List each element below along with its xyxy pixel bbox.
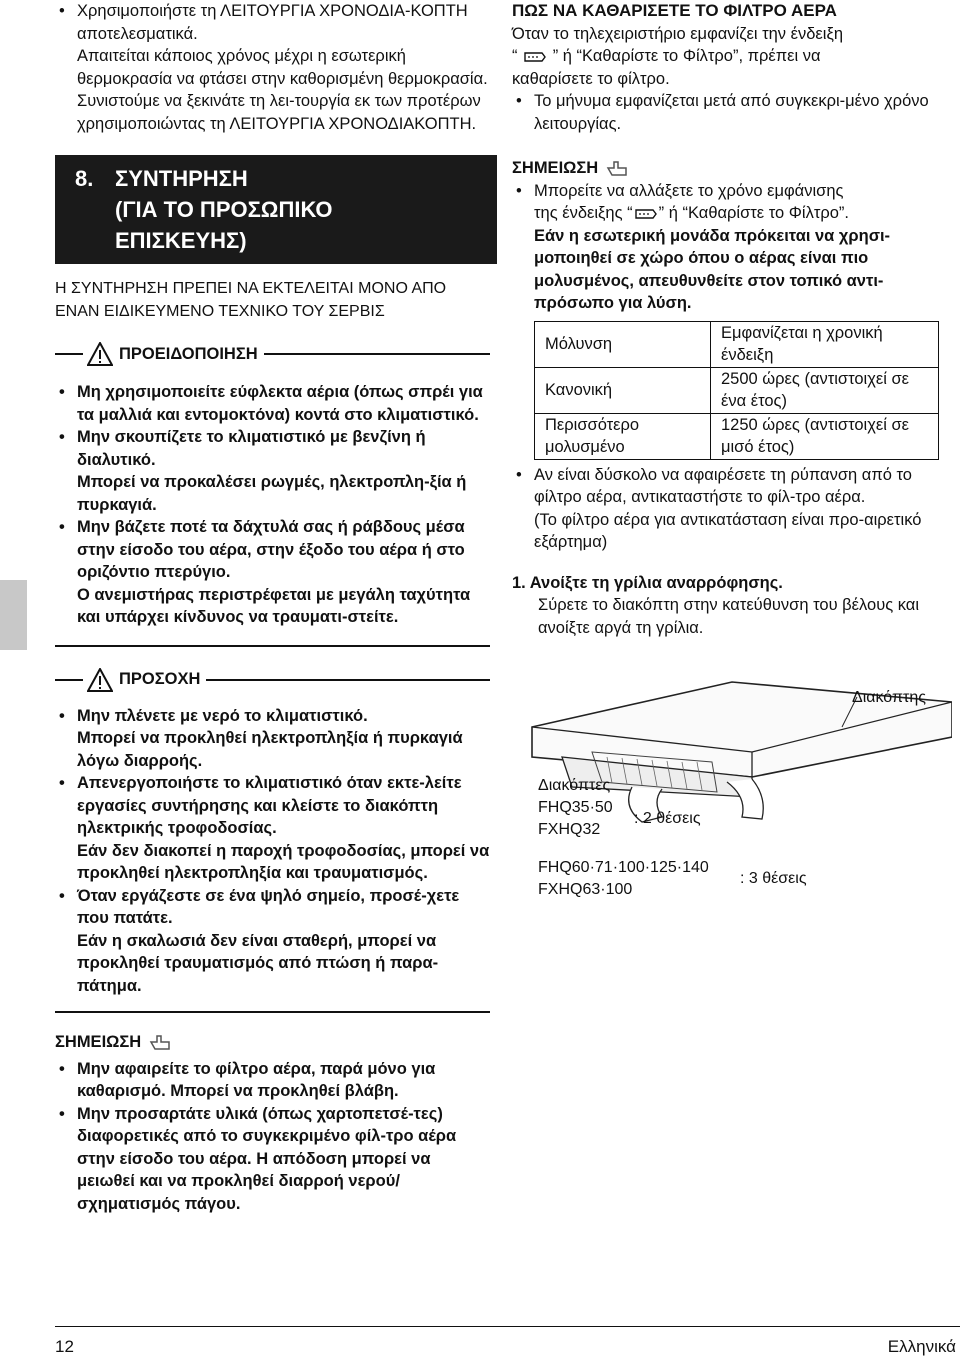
right-note-label: ΣΗΜΕΙΩΣΗ [512, 159, 599, 177]
section-number: 8. [75, 166, 94, 191]
model-a1: FHQ35·50 [538, 799, 613, 816]
right-note-bold: Εάν η εσωτερική μονάδα πρόκειται να χρησι-μοποιηθεί σε χώρο όπου ο αέρας είναι πιο μολυσμένος, απευθυνθείτε στον τοπικό αντι-πρόσωπο για λύση. [534, 226, 891, 312]
warning-item-1: • Μη χρησιμοποιείτε εύφλεκτα αέρια (όπως σπρέι για τα μαλλιά και εντομοκτόνα) κοντά στο κλιματιστικό. [55, 381, 490, 426]
caution-item-2 [55, 772, 490, 885]
warning-item-3-sub: Ο ανεμιστήρας περιστρέφεται με μεγάλη ταχύτητα και υπάρχει κίνδυνος να τραυματι-στείτε. [77, 585, 471, 626]
note-label: ΣΗΜΕΙΩΣΗ [55, 1033, 142, 1051]
caution-item-3-text: Όταν εργάζεστε σε ένα ψηλό σημείο, προσέ-χετε που πατάτε. [77, 886, 460, 927]
caution-item-3-sub: Εάν η σκαλωσιά δεν είναι σταθερή, μπορεί να προκληθεί τραυματισμός από πτώση ή παρα-πάτημα. [77, 931, 439, 995]
warning-item-2 [55, 426, 490, 516]
caution-item-1-text: Μην πλένετε με νερό το κλιματιστικό. [77, 706, 368, 725]
right-bullet-2 [512, 464, 957, 554]
right-note-item-1-line1: Μπορείτε να αλλάξετε το χρόνο εμφάνισης [534, 181, 844, 200]
filter-intro-line2-text: ” ή “Καθαρίστε το Φίλτρο”, πρέπει να [552, 47, 821, 65]
filter-sign-icon-2 [633, 206, 659, 222]
caution-item-3 [55, 885, 490, 998]
filter-intro-line3: καθαρίσετε το φίλτρο. [512, 69, 670, 88]
note-header [55, 1031, 490, 1054]
right-note-item-1-line2-post: ” ή “Καθαρίστε το Φίλτρο”. [658, 204, 850, 222]
positions-a: : 2 θέσεις [634, 810, 701, 827]
warning-item-3 [55, 516, 490, 629]
caution-end-rule [55, 1011, 490, 1013]
right-note-item-1-line2-pre: της ένδειξης “ [534, 204, 633, 222]
step-1-text: Σύρετε το διακόπτη στην κατεύθυνση του βέλους και ανοίξτε αργά τη γρίλια. [538, 596, 920, 637]
right-note-list [512, 180, 957, 315]
footer-rule [55, 1326, 960, 1327]
table-cell: Κανονική [535, 367, 711, 413]
right-note-item-1 [512, 180, 957, 315]
model-b1: FHQ60·71·100·125·140 [538, 859, 709, 876]
intro-item-1: • Χρησιμοποιήστε τη ΛΕΙΤΟΥΡΓΙΑ ΧΡΟΝΟΔΙΑ-ΚΟΠΤΗ αποτελεσματικά. [55, 0, 490, 45]
caution-item-2-text: Απενεργοποιήστε το κλιματιστικό όταν εκτε-λείτε εργασίες συντήρησης και κλείστε το διακόπτη ηλεκτρικής τροφοδοσίας. [77, 774, 462, 837]
right-bullets-2 [512, 464, 957, 554]
model-b2: FXHQ63·100 [538, 881, 633, 898]
caution-label: ΠΡΟΣΟΧΗ [119, 670, 201, 689]
note-hand-icon [149, 1033, 171, 1051]
filter-heading: ΠΩΣ ΝΑ ΚΑΘΑΡΙΣΕΤΕ ΤΟ ΦΙΛΤΡΟ ΑΕΡΑ [512, 1, 837, 20]
section-title-line3: ΕΠΙΣΚΕΥΗΣ) [115, 228, 247, 253]
table-cell: Εμφανίζεται η χρονική ένδειξη [711, 321, 939, 367]
right-column [512, 0, 957, 907]
note-item-2: • Μην προσαρτάτε υλικά (όπως χαρτοπετσέ-τες) διαφορετικές από το συγκεκριμένο φίλ-τρο αέρα στην είσοδο του αέρα. Η απόδοση μπορεί να μειωθεί και να προκληθεί διαρροή νερού/σχηματισμός πάγου. [55, 1103, 490, 1216]
table-row [535, 321, 939, 367]
warning-item-3-text: Μην βάζετε ποτέ τα δάχτυλά σας ή ράβδους μέσα στην είσοδο του αέρα, στην έξοδο του αέρα ή στο οριζόντιο πτερύγιο. [77, 518, 465, 581]
service-notice: Η ΣΥΝΤΗΡΗΣΗ ΠΡΕΠΕΙ ΝΑ ΕΚΤΕΛΕΙΤΑΙ ΜΟΝΟ ΑΠΟ ΕΝΑΝ ΕΙΔΙΚΕΥΜΕΝΟ ΤΕΧΝΙΚΟ ΤΟΥ ΣΕΡΒΙΣ [55, 280, 447, 320]
caution-item-2-sub: Εάν δεν διακοπεί η παροχή τροφοδοσίας, μπορεί να προκληθεί ηλεκτροπληξία και τραυματισμός. [77, 841, 490, 882]
section-heading-box [55, 155, 497, 264]
warning-header [55, 341, 490, 367]
right-bullet-2-text: Αν είναι δύσκολο να αφαιρέσετε τη ρύπανση από το φίλτρο αέρα, αντικαταστήστε το φίλ-τρο αέρα. [534, 465, 912, 506]
pollution-table [534, 321, 939, 460]
table-row [535, 413, 939, 459]
page-number: 12 [55, 1337, 74, 1356]
filter-intro-line2 [512, 45, 957, 68]
caution-header [55, 667, 490, 693]
table-cell: 1250 ώρες (αντιστοιχεί σε μισό έτος) [711, 413, 939, 459]
note-item-1: • Μην αφαιρείτε το φίλτρο αέρα, παρά μόνο για καθαρισμό. Μπορεί να προκληθεί βλάβη. [55, 1058, 490, 1103]
warning-list [55, 381, 490, 629]
caution-item-1 [55, 705, 490, 773]
intro-item-1-sub: Απαιτείται κάποιος χρόνος μέχρι η εσωτερική θερμοκρασία να φτάσει στην καθορισμένη θερμοκρασία. Συνιστούμε να ξεκινάτε τη λει-τουργία εκ των προτέρων χρησιμοποιώντας τη ΛΕΙΤΟΥΡΓΙΑ ΧΡΟΝΟΔΙΑΚΟΠΤΗ. [77, 47, 488, 133]
table-cell: Περισσότερο μολυσμένο [535, 413, 711, 459]
quote-open: “ [512, 47, 518, 65]
left-column [55, 0, 490, 1215]
intro-list [55, 0, 490, 45]
warning-item-2-sub: Μπορεί να προκαλέσει ρωγμές, ηλεκτροπλη-ξία ή πυρκαγιά. [77, 473, 467, 514]
warning-label: ΠΡΟΕΙΔΟΠΟΙΗΣΗ [119, 344, 258, 363]
switches-label: Διακόπτες [538, 777, 611, 794]
warning-end-rule [55, 645, 490, 647]
note-list [55, 1058, 490, 1216]
table-cell: 2500 ώρες (αντιστοιχεί σε ένα έτος) [711, 367, 939, 413]
table-row [535, 367, 939, 413]
filter-sign-icon [522, 49, 548, 65]
section-side-tab [0, 580, 27, 650]
caution-item-1-sub: Μπορεί να προκληθεί ηλεκτροπληξία ή πυρκαγιά λόγω διαρροής. [77, 729, 463, 770]
filter-bullet-1: • Το μήνυμα εμφανίζεται μετά από συγκεκρι-μένο χρόνο λειτουργίας. [512, 90, 957, 135]
grille-figure [512, 647, 957, 907]
note-hand-icon-right [606, 159, 628, 177]
right-bullet-2-sub: (Το φίλτρο αέρα για αντικατάσταση είναι προ-αιρετικό εξάρτημα) [534, 510, 922, 551]
warning-item-2-text: Μην σκουπίζετε το κλιματιστικό με βενζίνη ή διαλυτικό. [77, 428, 426, 469]
warning-triangle-icon [87, 342, 113, 366]
caution-list [55, 705, 490, 998]
table-cell: Μόλυνση [535, 321, 711, 367]
section-title-line2: (ΓΙΑ ΤΟ ΠΡΟΣΩΠΙΚΟ [115, 197, 333, 222]
switch-label: Διακόπτης [852, 689, 926, 706]
filter-bullets [512, 90, 957, 135]
positions-b: : 3 θέσεις [740, 870, 807, 887]
step-1-title: 1. Ανοίξτε τη γρίλια αναρρόφησης. [512, 573, 783, 592]
caution-triangle-icon [87, 668, 113, 692]
right-note-header [512, 157, 957, 180]
model-a2: FXHQ32 [538, 821, 601, 838]
filter-intro-line1: Όταν το τηλεχειριστήριο εμφανίζει την ένδειξη [512, 24, 844, 43]
footer-language: Ελληνικά [887, 1337, 956, 1356]
section-title-line1: ΣΥΝΤΗΡΗΣΗ [115, 166, 248, 191]
